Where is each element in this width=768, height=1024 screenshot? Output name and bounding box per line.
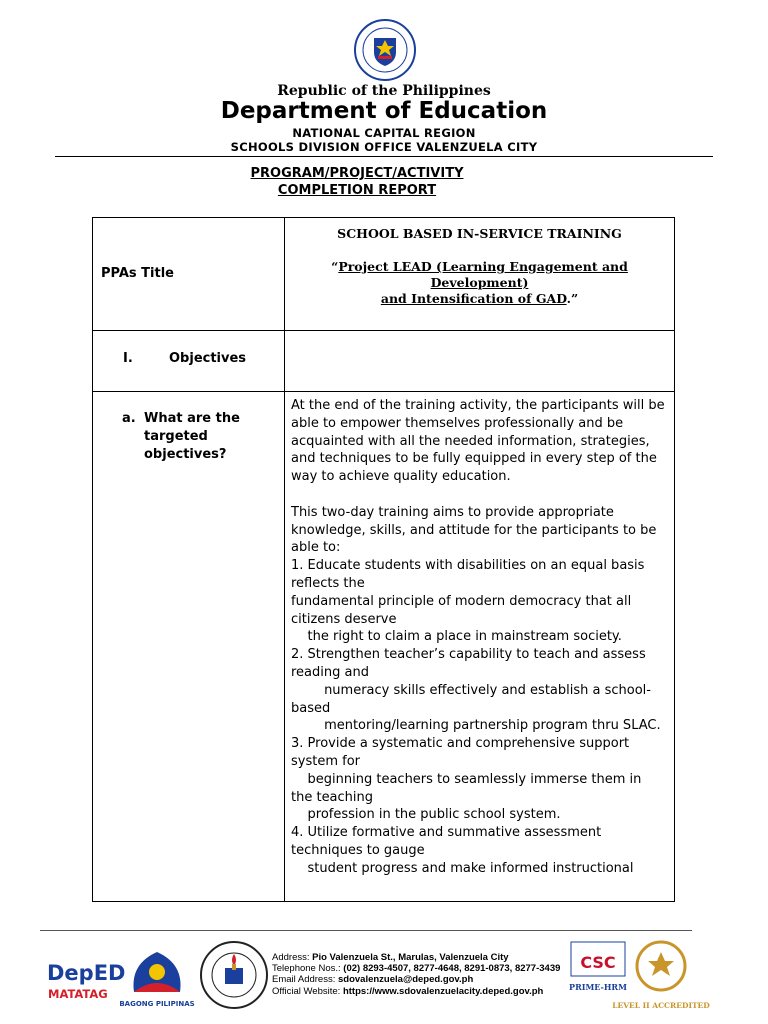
address-line: Address: Pio Valenzuela St., Marulas, Valenzuela City <box>272 952 509 963</box>
report-title-line1: PROGRAM/PROJECT/ACTIVITY <box>250 166 464 181</box>
ppa-title-value <box>285 218 674 307</box>
objective-text-line: 3. Provide a systematic and comprehensive support system for <box>291 736 634 769</box>
objective-text-line: This two-day training aims to provide appropriate knowledge, skills, and attitude for the participants to be able to: <box>291 504 661 556</box>
svg-text:LEVEL II ACCREDITED: LEVEL II ACCREDITED <box>612 1001 710 1010</box>
ppa-label-cell <box>93 218 285 331</box>
ppa-gad-line: and Intensification of GAD.” <box>380 291 579 306</box>
footer-divider <box>40 930 692 931</box>
paragraph-spacer <box>291 486 666 504</box>
objective-text-line: 4. Utilize formative and summative assessment techniques to gauge <box>291 825 606 858</box>
objective-text-line: 1. Educate students with disabilities on an equal basis reflects the <box>291 558 649 591</box>
bagong-pilipinas-logo <box>120 944 195 1010</box>
targeted-objectives-text <box>285 392 674 901</box>
telephone-line: Telephone Nos.: (02) 8293-4507, 8277-4648, 8291-0873, 8277-3439 <box>272 963 561 975</box>
objective-text-line: student progress and make informed instructional <box>291 860 634 876</box>
objectives-heading: I. Objectives <box>123 351 247 366</box>
objectives-label-cell <box>93 331 285 392</box>
objectives-value-cell <box>285 331 675 392</box>
ppa-project-name: “Project LEAD (Learning Engagement and Development) <box>331 259 628 290</box>
svg-text:PRIME-HRM: PRIME-HRM <box>569 982 627 992</box>
svg-text:DepED: DepED <box>47 961 126 985</box>
completion-report-table <box>92 217 675 902</box>
objective-text-line: At the end of the training activity, the participants will be able to empower themselves professionally and be acquainted with all the needed information, strategies, and techniques to be fully equipped in every step of the way to achieve quality education. <box>291 398 669 485</box>
objective-text-line: the right to claim a place in mainstream society. <box>291 629 622 645</box>
republic-heading: Republic of the Philippines <box>277 83 491 99</box>
table-row <box>93 331 675 392</box>
sdo-valenzuela-seal-icon <box>199 940 269 1010</box>
table-row <box>93 392 675 902</box>
deped-matatag-logo <box>45 956 126 1002</box>
contact-info <box>272 952 560 997</box>
svg-text:BAGONG PILIPINAS: BAGONG PILIPINAS <box>119 1000 195 1008</box>
header-divider <box>55 156 713 157</box>
targeted-value-cell <box>285 392 675 902</box>
department-heading: Department of Education <box>220 98 548 124</box>
targeted-label-cell <box>93 392 285 902</box>
region-heading: NATIONAL CAPITAL REGION <box>292 126 476 140</box>
objective-text-line: numeracy skills effectively and establish a school-based <box>291 682 651 716</box>
ppa-title-label: PPAs Title <box>101 266 174 281</box>
ppa-training-name: SCHOOL BASED IN-SERVICE TRAINING <box>337 226 622 241</box>
prime-hrm-level2-logo <box>612 938 710 1014</box>
targeted-objectives-label: a. What are the targeted objectives? <box>122 411 240 462</box>
objective-text-line: 2. Strengthen teacher’s capability to teach and assess reading and <box>291 647 650 680</box>
objective-text-line: profession in the public school system. <box>291 807 561 823</box>
website-line: Official Website: https://www.sdovalenzuelacity.deped.gov.ph <box>272 985 544 997</box>
ppa-value-cell <box>285 218 675 331</box>
svg-text:MATATAG: MATATAG <box>48 987 108 1001</box>
svg-text:CSC: CSC <box>580 953 616 972</box>
division-heading: SCHOOLS DIVISION OFFICE VALENZUELA CITY <box>230 140 538 154</box>
objective-text-line: beginning teachers to seamlessly immerse them in the teaching <box>291 771 646 805</box>
objective-text-line: mentoring/learning partnership program thru SLAC. <box>291 718 661 734</box>
objective-text-line: fundamental principle of modern democracy that all citizens deserve <box>291 593 636 627</box>
report-title-line2: COMPLETION REPORT <box>277 183 437 198</box>
deped-seal-icon <box>350 18 420 82</box>
table-row <box>93 218 675 331</box>
email-line: Email Address: sdovalenzuela@deped.gov.ph <box>272 974 474 986</box>
